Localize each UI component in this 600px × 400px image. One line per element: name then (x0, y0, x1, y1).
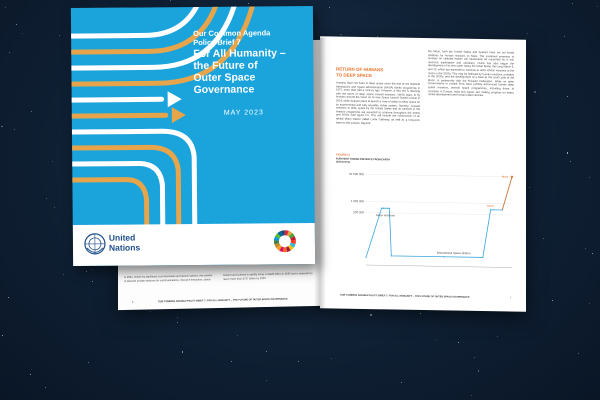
star (170, 0, 171, 1)
star (585, 248, 586, 249)
series-name (193, 28, 313, 47)
cover-stripe (71, 179, 147, 228)
cover-stripe (71, 115, 166, 116)
body-column-2: the Moon, both the United States and SpaceX have set out broad timelines for human missions to Mars. The sustained presence of humans on celestial bodies will necessarily be supported by in situ resource exploitation and utilization. China has also begun the development of its new super heavy lift rocket family, the Long March 9, and 10, which are expected to continue to send robotic missions to the moon in the 2020s. This may be followed by human missions, probably in the 2030s, and the development of a base at the south pole of the Moon, in partnership with the Russian Federation. While no other Governments or private firms have publicly announced human deep space missions, several space programmes, including those of countries in Europe, India and Japan, are making progress on heavy rocket development and human-rated vehicles. (428, 50, 514, 98)
right-page-number: 7 (510, 296, 512, 300)
right-page (320, 36, 526, 312)
arrow-heads (168, 91, 186, 123)
star (497, 336, 498, 337)
un-emblem-icon (84, 233, 106, 255)
star (478, 370, 480, 372)
star (8, 297, 9, 298)
star (16, 24, 17, 25)
series-line2: Policy Brief 7 (193, 37, 241, 47)
star (589, 303, 590, 304)
figure-label: FIGURE IV (336, 152, 350, 157)
star (92, 269, 93, 270)
publication-date: MAY 2023 (223, 109, 264, 117)
brochure-spine (314, 38, 326, 310)
left-page-body: In 2021. Driven by significant cost decreases and launch options, the number of planned private missions for communications, resource extraction, space tourism and science is rapidly rising. to $426 billion in 2020 and is expected to reach more than $737 billion by 2030. (124, 272, 313, 283)
star (589, 177, 590, 178)
star (150, 311, 151, 312)
figure-title-line1: FURTHEST HUMAN DISTANCE FROM EARTH (336, 157, 390, 162)
star (543, 238, 544, 239)
star (2, 335, 3, 336)
star (578, 353, 579, 354)
star (592, 253, 593, 254)
brochure-cover (71, 6, 315, 266)
star (30, 374, 31, 375)
sdg-wheel-icon (273, 229, 297, 253)
star (52, 161, 53, 162)
star (237, 335, 238, 336)
star (177, 322, 178, 323)
star (9, 52, 10, 53)
star (86, 271, 87, 272)
mars-marker (511, 176, 513, 178)
y-tick-label: 200 000 (353, 210, 364, 215)
star (248, 3, 249, 4)
star (45, 387, 46, 388)
organization-name-line2: Nations (108, 241, 141, 253)
cover-stripe (71, 6, 201, 36)
cover-title-line3: Outer Space (193, 71, 256, 84)
left-page-footer: OUR COMMON AGENDA POLICY BRIEF 7: FOR ALL HUMANITY – THE FUTURE OF OUTER SPACE GOVERNANCE (158, 297, 288, 304)
star (534, 91, 536, 93)
cover-title-line2: the Future of (193, 59, 258, 72)
x-axis (366, 265, 512, 268)
star (298, 361, 299, 362)
section-heading (336, 66, 416, 78)
star (329, 7, 330, 8)
data-point (383, 208, 384, 209)
arrow-head-white (168, 91, 182, 107)
star (567, 96, 568, 97)
star (266, 380, 267, 381)
section-heading-line1: RETURN OF HUMANS (336, 66, 384, 73)
star (14, 129, 15, 130)
star (458, 342, 459, 343)
data-point (443, 256, 444, 257)
star (1, 126, 3, 128)
cover-title (193, 47, 313, 96)
star (436, 339, 437, 340)
star (370, 314, 372, 316)
cover-title-block (193, 28, 314, 96)
star (552, 300, 553, 301)
star (527, 33, 528, 34)
star (471, 395, 472, 396)
star (92, 281, 93, 282)
cover-title-line4: Governance (193, 83, 255, 96)
star (420, 313, 421, 314)
cover-footer-band (73, 223, 315, 266)
chart-annotation: Moon missions (376, 213, 395, 218)
star (88, 362, 89, 363)
organization-name (109, 233, 140, 252)
series-line1: Our Common Agenda (193, 28, 271, 38)
body-column-1: Humans have not been to deep space since the end of the National Aeronautics and Space Administration (NASA) Apollo programme in 1972, more than half a century ago. However, a new era is dawning with the return of deep space crewed missions. NASA plans to fly humans around the moon on its new Space Launch System rocket in 2024, while SpaceX plans to launch a crew of artists to deep space on its experimental and fully reusable rocket system, Starship. Crewed missions to deep space by the United States and its partners in the Artemis programme are expected to continue throughout the 2020s and 2030s (see figure IV). This will include the construction of an orbital Moon station called Lunar Gateway, as well as a long-term base on the surface. Beyond (336, 81, 420, 125)
star (5, 7, 6, 8)
star (572, 3, 573, 4)
star (59, 35, 60, 36)
star (46, 198, 47, 199)
y-tick-label: 1 000 000 (350, 199, 364, 204)
star (401, 382, 402, 383)
right-page-footer: OUR COMMON AGENDA POLICY BRIEF 7: FOR ALL HUMANITY – THE FUTURE OF OUTER SPACE GOVERNANCE (340, 293, 470, 299)
distance-chart (336, 164, 518, 277)
star (31, 111, 32, 112)
chart-annotation: International Space Station (436, 250, 471, 256)
star (564, 36, 565, 37)
star (22, 33, 23, 34)
left-page-number: 6 (132, 300, 134, 304)
star (597, 6, 598, 7)
star (340, 34, 342, 36)
section-heading-line2: TO DEEP SPACE (336, 71, 373, 78)
chart-annotation: Moon (487, 203, 495, 208)
y-tick-label: 50 000 000 (348, 171, 364, 177)
arrow-head-gold (172, 107, 186, 123)
star (474, 357, 475, 358)
star (177, 317, 178, 318)
star (63, 274, 64, 275)
organization-name-line1: United (108, 232, 136, 243)
data-point (391, 255, 392, 256)
star (567, 152, 569, 154)
star (266, 351, 267, 352)
star (570, 161, 571, 162)
figure-title-line2: (kilometres) (336, 160, 351, 164)
cover-stripe (71, 99, 162, 100)
data-point (389, 208, 390, 209)
star (331, 358, 332, 359)
gridline (366, 174, 512, 177)
chart-annotation: Mars (501, 174, 509, 179)
star (182, 351, 184, 353)
cover-title-line1: For All Humanity – (193, 47, 286, 60)
star (54, 207, 55, 208)
star (231, 361, 232, 362)
